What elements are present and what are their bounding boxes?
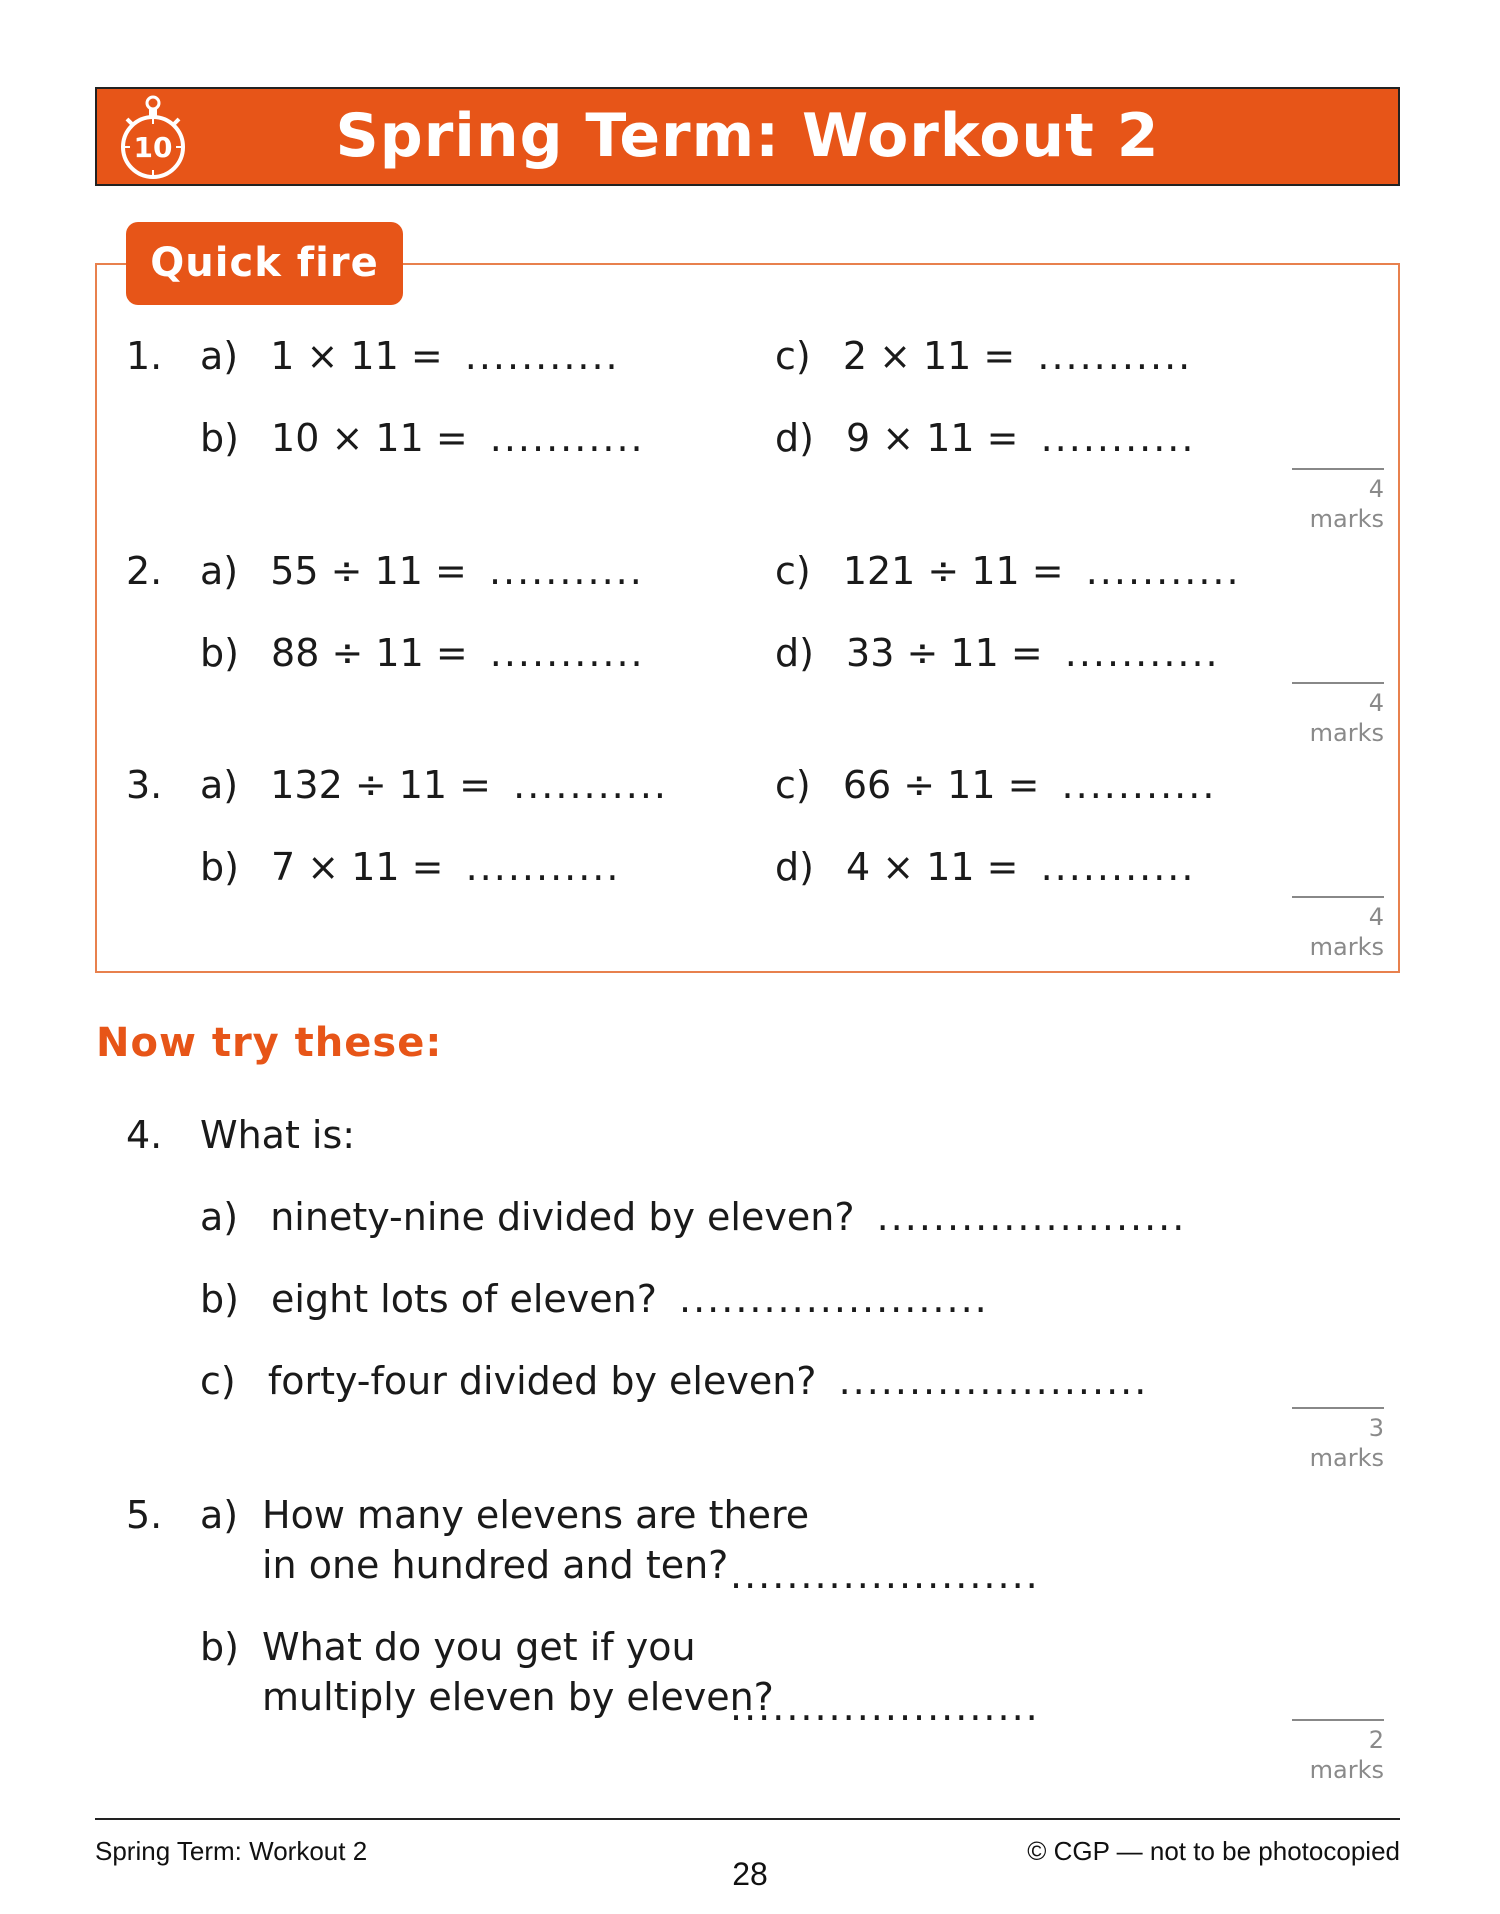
part-label: b)	[200, 845, 239, 889]
question-part	[200, 844, 620, 890]
answer-blank[interactable]: ...........	[465, 845, 621, 889]
question-part	[200, 1358, 1148, 1404]
page-title: Spring Term: Workout 2	[335, 101, 1160, 171]
part-label: b)	[200, 1277, 239, 1321]
marks-label: 4 marks	[1309, 689, 1384, 747]
question-number: 5.	[126, 1493, 163, 1537]
marks-label: 3 marks	[1309, 1414, 1384, 1472]
marks-label: 4 marks	[1309, 475, 1384, 533]
marks-line	[1292, 468, 1384, 470]
part-label: a)	[200, 1493, 239, 1537]
expression: 66 ÷ 11 =	[842, 763, 1040, 807]
question-part	[200, 762, 668, 808]
question-part	[775, 548, 1241, 594]
answer-blank-dots[interactable]: ......................	[730, 1685, 1040, 1729]
marks-line	[1292, 896, 1384, 898]
part-label: d)	[775, 845, 814, 889]
expression: 9 × 11 =	[846, 416, 1019, 460]
marks-line	[1292, 1719, 1384, 1721]
answer-blank[interactable]	[720, 1684, 1040, 1730]
expression: 4 × 11 =	[846, 845, 1019, 889]
answer-blank[interactable]: ...........	[1040, 845, 1196, 889]
expression: 10 × 11 =	[271, 416, 468, 460]
marks-label: 4 marks	[1309, 903, 1384, 961]
answer-blank[interactable]: ...........	[1064, 631, 1220, 675]
question-part	[200, 415, 645, 461]
question-part	[775, 762, 1216, 808]
marks-label: 2 marks	[1309, 1726, 1384, 1784]
part-label: a)	[200, 763, 239, 807]
question-text: eight lots of eleven?	[271, 1277, 657, 1321]
answer-blank[interactable]: ...........	[488, 549, 644, 593]
part-label: c)	[775, 549, 811, 593]
expression: 55 ÷ 11 =	[270, 549, 467, 593]
expression: 132 ÷ 11 =	[270, 763, 492, 807]
answer-blank[interactable]	[720, 1552, 1040, 1598]
question-number: 4.	[126, 1113, 163, 1157]
marks-line	[1292, 682, 1384, 684]
part-label: b)	[200, 631, 239, 675]
part-label: c)	[200, 1359, 236, 1403]
part-label: a)	[200, 1195, 239, 1239]
answer-blank[interactable]: ...........	[1040, 416, 1196, 460]
answer-blank[interactable]: ......................	[679, 1277, 989, 1321]
expression: 121 ÷ 11 =	[842, 549, 1064, 593]
part-label: d)	[775, 416, 814, 460]
part-label: a)	[200, 549, 239, 593]
expression: 88 ÷ 11 =	[271, 631, 468, 675]
page-number: 28	[732, 1856, 768, 1892]
question-text: ninety-nine divided by eleven?	[270, 1195, 855, 1239]
quick-fire-tab: Quick fire	[126, 222, 403, 305]
expression: 33 ÷ 11 =	[846, 631, 1043, 675]
question-number: 2.	[126, 549, 163, 593]
answer-blank[interactable]: ...........	[1085, 549, 1241, 593]
expression: 1 × 11 =	[270, 334, 443, 378]
answer-blank[interactable]: ...........	[1037, 334, 1193, 378]
part-label: c)	[775, 763, 811, 807]
timer-minutes: 10	[133, 131, 173, 164]
answer-blank-dots[interactable]: ......................	[730, 1553, 1040, 1597]
answer-blank[interactable]: ...........	[1061, 763, 1217, 807]
part-label: c)	[775, 334, 811, 378]
section-heading: Now try these:	[96, 1020, 443, 1066]
question-text: What do you get if you	[262, 1625, 696, 1669]
question-text: How many elevens are there	[262, 1493, 810, 1537]
part-label: b)	[200, 416, 239, 460]
part-label: a)	[200, 334, 239, 378]
expression: 7 × 11 =	[271, 845, 444, 889]
question-text: in one hundred and ten?	[262, 1543, 729, 1587]
header-banner	[95, 87, 1400, 186]
question-part	[200, 630, 645, 676]
copyright-notice: © CGP — not to be photocopied	[1027, 1836, 1400, 1866]
question-text: forty-four divided by eleven?	[267, 1359, 817, 1403]
question-part	[200, 1276, 989, 1322]
question-part	[200, 548, 644, 594]
question-part	[775, 333, 1192, 379]
question-number: 1.	[126, 334, 163, 378]
question-intro: What is:	[200, 1113, 356, 1157]
answer-blank[interactable]: ...........	[513, 763, 668, 807]
question-part	[775, 630, 1220, 676]
answer-blank[interactable]: ......................	[838, 1359, 1149, 1403]
part-label: b)	[200, 1625, 239, 1669]
question-part	[200, 1194, 1186, 1240]
answer-blank[interactable]: ...........	[489, 416, 645, 460]
footer-divider	[95, 1818, 1400, 1820]
question-part	[200, 333, 620, 379]
question-text: multiply eleven by eleven?	[262, 1675, 774, 1719]
answer-blank[interactable]: ...........	[489, 631, 645, 675]
question-part	[775, 844, 1195, 890]
answer-blank[interactable]: ......................	[876, 1195, 1187, 1239]
expression: 2 × 11 =	[842, 334, 1016, 378]
marks-line	[1292, 1407, 1384, 1409]
question-number: 3.	[126, 763, 163, 807]
answer-blank[interactable]: ...........	[464, 334, 620, 378]
footer-title: Spring Term: Workout 2	[95, 1836, 368, 1866]
question-part	[775, 415, 1195, 461]
part-label: d)	[775, 631, 814, 675]
